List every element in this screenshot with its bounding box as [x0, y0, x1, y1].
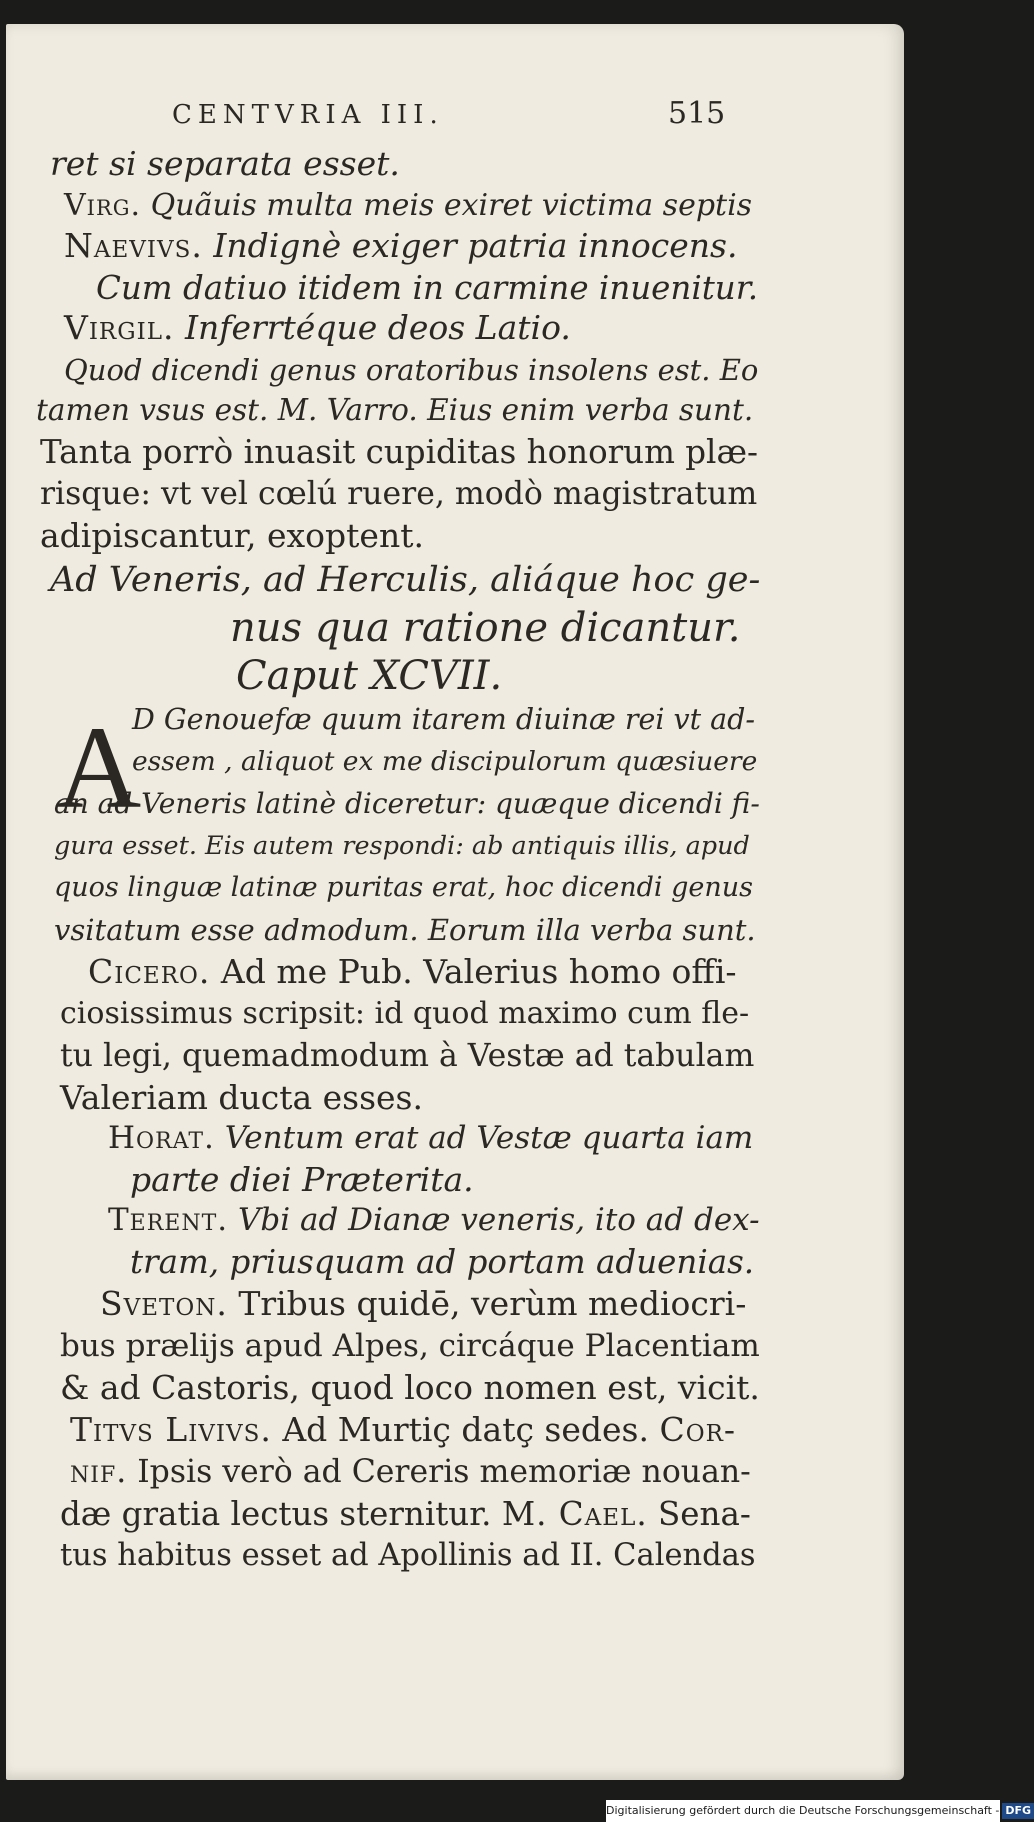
- chapter-heading-line: Caput XCVII.: [236, 653, 503, 699]
- author-name: Cor-: [659, 1410, 737, 1449]
- text-block-top-line: [64, 226, 737, 266]
- text-block-bottom-line: [60, 994, 749, 1034]
- text-block-bottom-line: [100, 1284, 746, 1324]
- text-run: Inferrtéque deos Latio.: [184, 308, 571, 347]
- text-run: Tanta porrò inuasit cupiditas honorum plæ-: [40, 433, 758, 471]
- text-run: tamen vsus est. M. Varro. Eius enim verba sunt.: [36, 393, 754, 427]
- chapter-paragraph-line: D Genouefæ quum itarem diuinæ rei vt ad-: [132, 703, 756, 736]
- text-run: bus prælijs apud Alpes, circáque Placentiam: [60, 1328, 760, 1364]
- text-block-top-line: [64, 186, 752, 226]
- text-block-bottom-line: [60, 1326, 760, 1366]
- text-run: ret si separata esset.: [50, 144, 400, 183]
- author-name: Titvs Livivs.: [70, 1410, 272, 1449]
- text-block-bottom-line: [60, 1078, 423, 1118]
- author-name: Virgil.: [64, 308, 175, 347]
- dfg-logo: DFG: [1002, 1803, 1034, 1819]
- text-run: ciosissimus scripsit: id quod maximo cum fle-: [60, 996, 750, 1031]
- text-block-bottom-line: [70, 1452, 751, 1492]
- text-run: Ad me Pub. Valerius homo offi-: [220, 952, 737, 991]
- text-run: Vbi ad Dianæ veneris, ito ad dex-: [238, 1202, 760, 1238]
- text-block-bottom-line: [60, 1536, 756, 1576]
- text-run: Ad Murtiç datç sedes.: [282, 1410, 649, 1449]
- text-run: Ipsis verò ad Cereris memoriæ nouan-: [137, 1454, 751, 1490]
- author-name: Naevivs.: [64, 226, 203, 265]
- text-block-top-line: [36, 390, 753, 430]
- text-run: tu legi, quemadmodum à Vestæ ad tabulam: [60, 1038, 755, 1074]
- text-run: Valeriam ducta esses.: [60, 1078, 423, 1117]
- chapter-paragraph-line: essem , aliquot ex me discipulorum quæsiuere: [132, 746, 758, 777]
- running-head: CENTVRIA III.: [172, 100, 444, 130]
- text-run: adipiscantur, exoptent.: [40, 516, 424, 555]
- drop-cap: A: [56, 702, 142, 833]
- text-block-bottom-line: [70, 1410, 736, 1450]
- text-block-top-line: [64, 350, 758, 390]
- text-run: Sena-: [658, 1495, 751, 1533]
- text-block-top-line: [40, 516, 424, 556]
- text-run: Quãuis multa meis exiret victima septis: [150, 188, 753, 223]
- text-block-bottom-line: [60, 1494, 751, 1534]
- text-block-bottom-line: [60, 1036, 754, 1076]
- text-block-top-line: [40, 432, 758, 472]
- text-block-bottom-line: [60, 1368, 760, 1408]
- text-run: Ventum erat ad Vestæ quarta iam: [224, 1120, 754, 1156]
- author-name: M. Cael.: [501, 1495, 648, 1533]
- text-run: Cum datiuo itidem in carmine inuenitur.: [96, 269, 759, 307]
- text-block-bottom-line: [88, 952, 737, 992]
- text-block-bottom-line: [130, 1160, 474, 1200]
- chapter-heading-line: nus qua ratione dicantur.: [230, 605, 741, 651]
- text-run: Indignè exiger patria innocens.: [213, 226, 738, 265]
- author-name: Horat.: [108, 1120, 215, 1156]
- text-run: Tribus quidē, verùm mediocri-: [238, 1284, 747, 1323]
- author-name: Terent.: [108, 1202, 229, 1238]
- text-block-top-line: [96, 268, 758, 308]
- author-name: Sveton.: [100, 1284, 228, 1323]
- author-name: Cicero.: [88, 952, 211, 991]
- text-block-top-line: [40, 474, 757, 514]
- text-block-top-line: [64, 308, 571, 348]
- chapter-paragraph-line: gura esset. Eis autem respondi: ab antiquis illis, apud: [54, 831, 750, 861]
- text-run: risque: vt vel cœlú ruere, modò magistratum: [40, 476, 758, 512]
- chapter-paragraph-line: vsitatum esse admodum. Eorum illa verba sunt.: [54, 913, 756, 947]
- text-block-bottom-line: [108, 1200, 760, 1240]
- footer-text: Digitalisierung gefördert durch die Deutsche Forschungsgemeinschaft -: [606, 1804, 1000, 1817]
- chapter-heading-line: Ad Veneris, ad Herculis, aliáque hoc ge-: [50, 560, 761, 600]
- text-block-top-line: [50, 144, 400, 184]
- text-run: tram, priusquam ad portam aduenias.: [130, 1243, 755, 1281]
- chapter-paragraph-line: an ad Veneris latinè diceretur: quæque dicendi fi-: [54, 787, 760, 820]
- author-name: Virg.: [64, 188, 142, 223]
- text-run: Quod dicendi genus oratoribus insolens est. Eo: [64, 353, 759, 387]
- digitization-footer: [606, 1800, 1032, 1822]
- text-block-bottom-line: [130, 1242, 754, 1282]
- text-run: dæ gratia lectus sternitur.: [60, 1495, 492, 1533]
- text-run: tus habitus esset ad Apollinis ad II. Calendas: [60, 1538, 756, 1573]
- author-name: nif.: [70, 1454, 128, 1490]
- chapter-paragraph-line: quos linguæ latinæ puritas erat, hoc dicendi genus: [54, 872, 753, 903]
- page-number: 515: [668, 96, 726, 131]
- text-run: & ad Castoris, quod loco nomen est, vicit.: [60, 1368, 760, 1407]
- text-block-bottom-line: [108, 1118, 753, 1158]
- text-run: parte diei Præterita.: [130, 1160, 474, 1199]
